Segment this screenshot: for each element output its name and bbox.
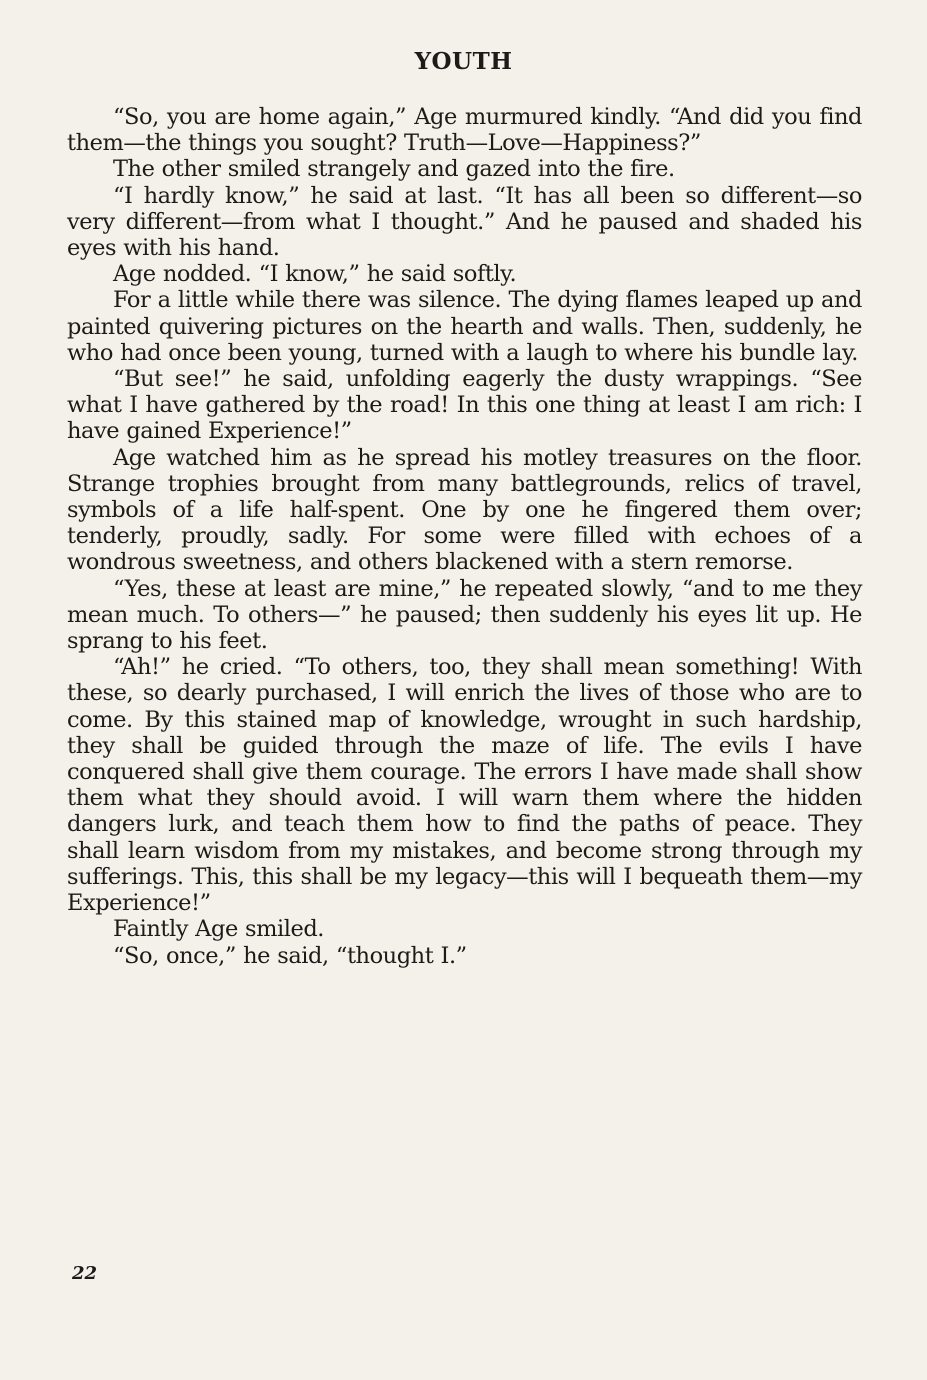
paragraph: “So, you are home again,” Age murmured kindly. “And did you find them—the things you sought? Truth—Love—Happiness?” bbox=[67, 104, 862, 157]
page-number: 22 bbox=[72, 1263, 98, 1284]
paragraph: “So, once,” he said, “thought I.” bbox=[113, 942, 467, 969]
paragraph: Age watched him as he spread his motley treasures on the floor. Strange trophies brought from many battlegrounds, relics of travel, symbols of a life half-spent. One by one he fingered them over; tenderly, proudly, sadly. For some were filled with echoes of a wondrous sweetness, and others blackened with a stern remorse. bbox=[67, 444, 862, 576]
paragraph: “Ah!” he cried. “To others, too, they shall mean something! With these, so dearly purchased, I will enrich the lives of those who are to come. By this stained map of knowledge, wrought in such hardship, they shall be guided through the maze of life. The evils I have conquered shall give them courage. The errors I have made shall show them what they should avoid. I will warn them where the hidden dangers lurk, and teach them how to find the paths of peace. They shall learn wisdom from my mistakes, and become strong through my sufferings. This, this shall be my legacy—this will I bequeath them—my Experience!” bbox=[67, 654, 862, 917]
paragraph: For a little while there was silence. The dying flames leaped up and painted quivering pictures on the hearth and walls. Then, suddenly, he who had once been young, turned with a laugh to where his bundle lay. bbox=[67, 287, 862, 366]
paragraph: “But see!” he said, unfolding eagerly the dusty wrappings. “See what I have gathered by the road! In this one thing at least I am rich: I have gained Experience!” bbox=[67, 366, 862, 445]
running-head: YOUTH bbox=[414, 48, 513, 75]
paragraph: “I hardly know,” he said at last. “It has all been so different—so very different—from what I thought.” And he paused and shaded his eyes with his hand. bbox=[67, 182, 862, 262]
body-text bbox=[67, 104, 862, 969]
paragraph: The other smiled strangely and gazed into the fire. bbox=[113, 156, 675, 183]
paragraph: Faintly Age smiled. bbox=[113, 916, 325, 943]
paragraph: Age nodded. “I know,” he said softly. bbox=[113, 261, 517, 288]
paragraph: “Yes, these at least are mine,” he repeated slowly, “and to me they mean much. To others—” he paused; then suddenly his eyes lit up. He sprang to his feet. bbox=[67, 575, 862, 655]
